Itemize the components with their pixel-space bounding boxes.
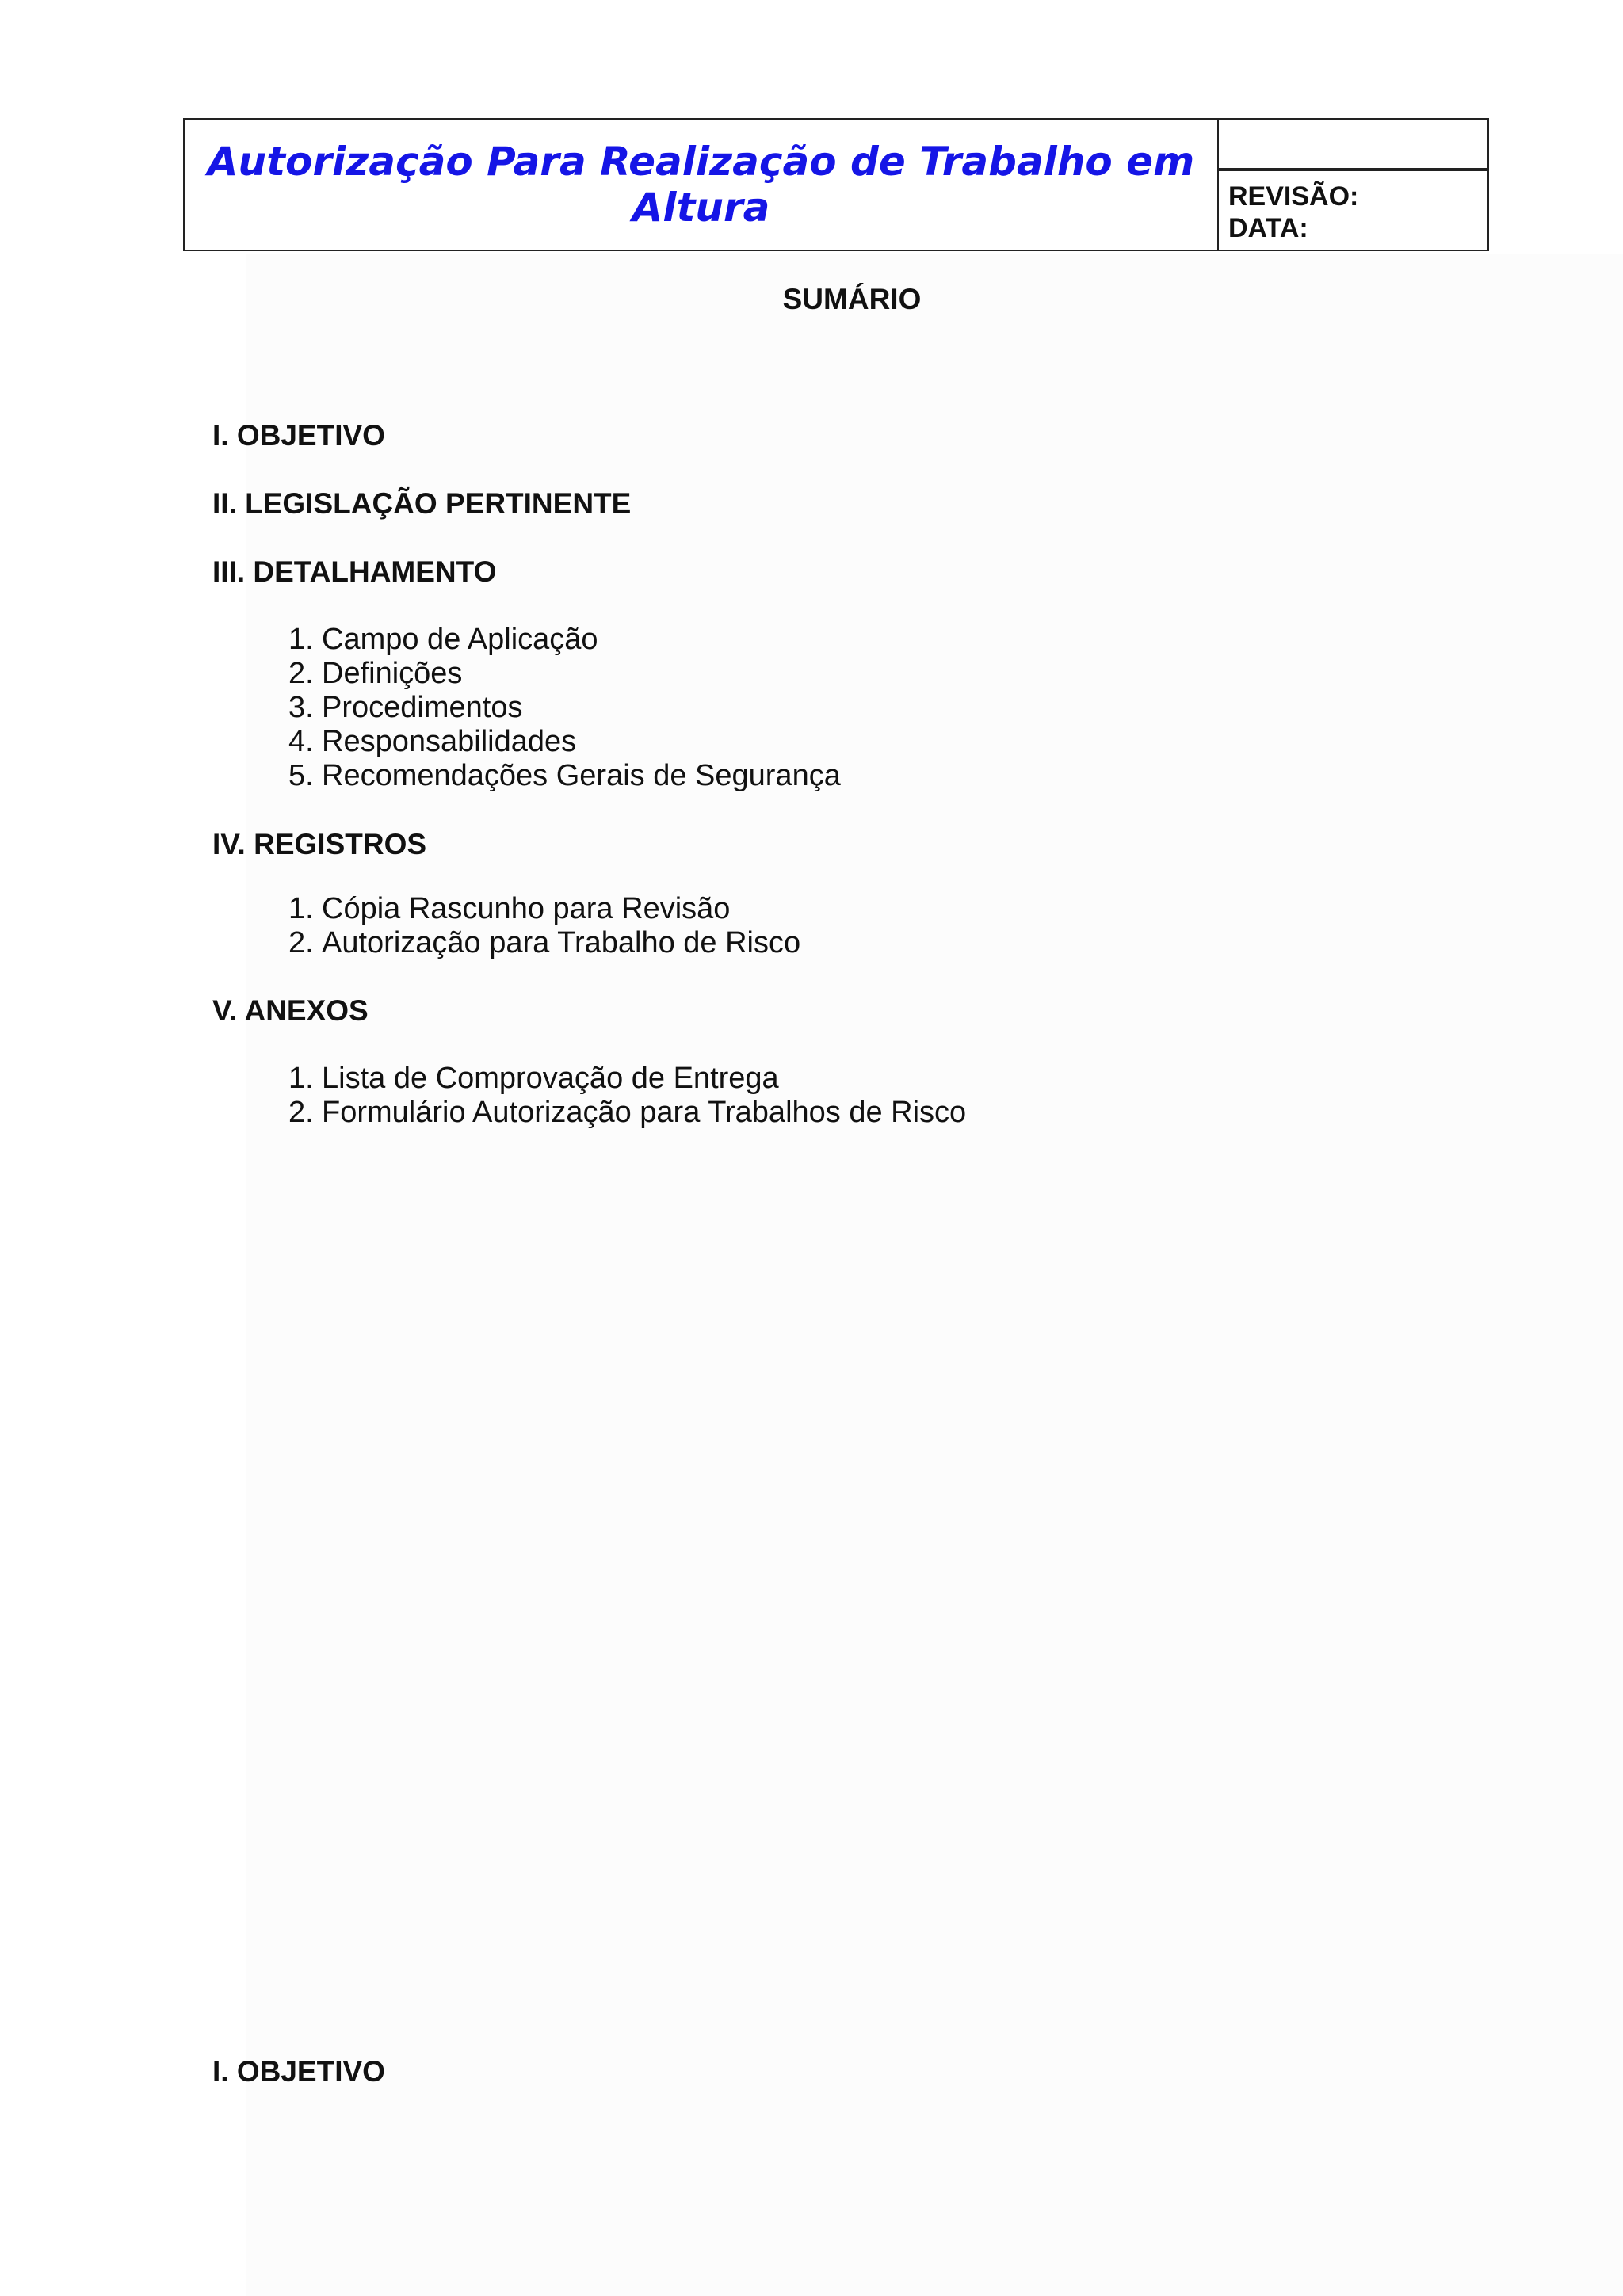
list-item-text: Cópia Rascunho para Revisão <box>322 892 731 925</box>
list-item <box>288 892 800 926</box>
toc-section-anexos: V. ANEXOS <box>212 994 369 1027</box>
list-item-number: 2. <box>288 926 314 959</box>
list-item-text: Responsabilidades <box>322 725 577 758</box>
toc-section-objetivo: I. OBJETIVO <box>212 419 385 452</box>
list-item-text: Definições <box>322 657 463 690</box>
list-item-number: 1. <box>288 1062 314 1095</box>
list-item-text: Formulário Autorização para Trabalhos de Risco <box>322 1096 967 1129</box>
header-meta-cell <box>1219 120 1487 250</box>
toc-section-detalhamento: III. DETALHAMENTO <box>212 555 497 588</box>
list-item-number: 2. <box>288 1096 314 1129</box>
toc-section-legislacao: II. LEGISLAÇÃO PERTINENTE <box>212 487 632 520</box>
list-item-number: 1. <box>288 892 314 925</box>
list-item-text: Lista de Comprovação de Entrega <box>322 1062 779 1095</box>
list-item-number: 5. <box>288 759 314 792</box>
registros-list <box>288 892 800 960</box>
list-item <box>288 657 841 691</box>
anexos-list <box>288 1062 966 1130</box>
detalhamento-list <box>288 623 841 793</box>
list-item <box>288 759 841 793</box>
list-item <box>288 1062 966 1096</box>
list-item-text: Recomendações Gerais de Segurança <box>322 759 841 792</box>
list-item <box>288 623 841 657</box>
header-meta-blank <box>1219 120 1487 171</box>
revision-label: REVISÃO: <box>1228 181 1359 212</box>
toc-section-registros: IV. REGISTROS <box>212 828 427 860</box>
document-title: Autorização Para Realização de Trabalho em Altura <box>207 139 1195 231</box>
list-item-text: Campo de Aplicação <box>322 623 598 656</box>
list-item-text: Autorização para Trabalho de Risco <box>322 926 801 959</box>
list-item <box>288 691 841 725</box>
list-item-number: 2. <box>288 657 314 690</box>
document-header <box>183 118 1489 251</box>
list-item-text: Procedimentos <box>322 691 523 724</box>
section-heading-objetivo: I. OBJETIVO <box>212 2055 385 2088</box>
list-item <box>288 1096 966 1130</box>
list-item <box>288 926 800 960</box>
list-item-number: 4. <box>288 725 314 758</box>
date-label: DATA: <box>1228 213 1308 243</box>
list-item <box>288 725 841 759</box>
summary-title: SUMÁRIO <box>782 283 922 315</box>
list-item-number: 1. <box>288 623 314 656</box>
header-meta-fields <box>1219 171 1487 244</box>
header-title-cell <box>185 120 1219 250</box>
list-item-number: 3. <box>288 691 314 724</box>
